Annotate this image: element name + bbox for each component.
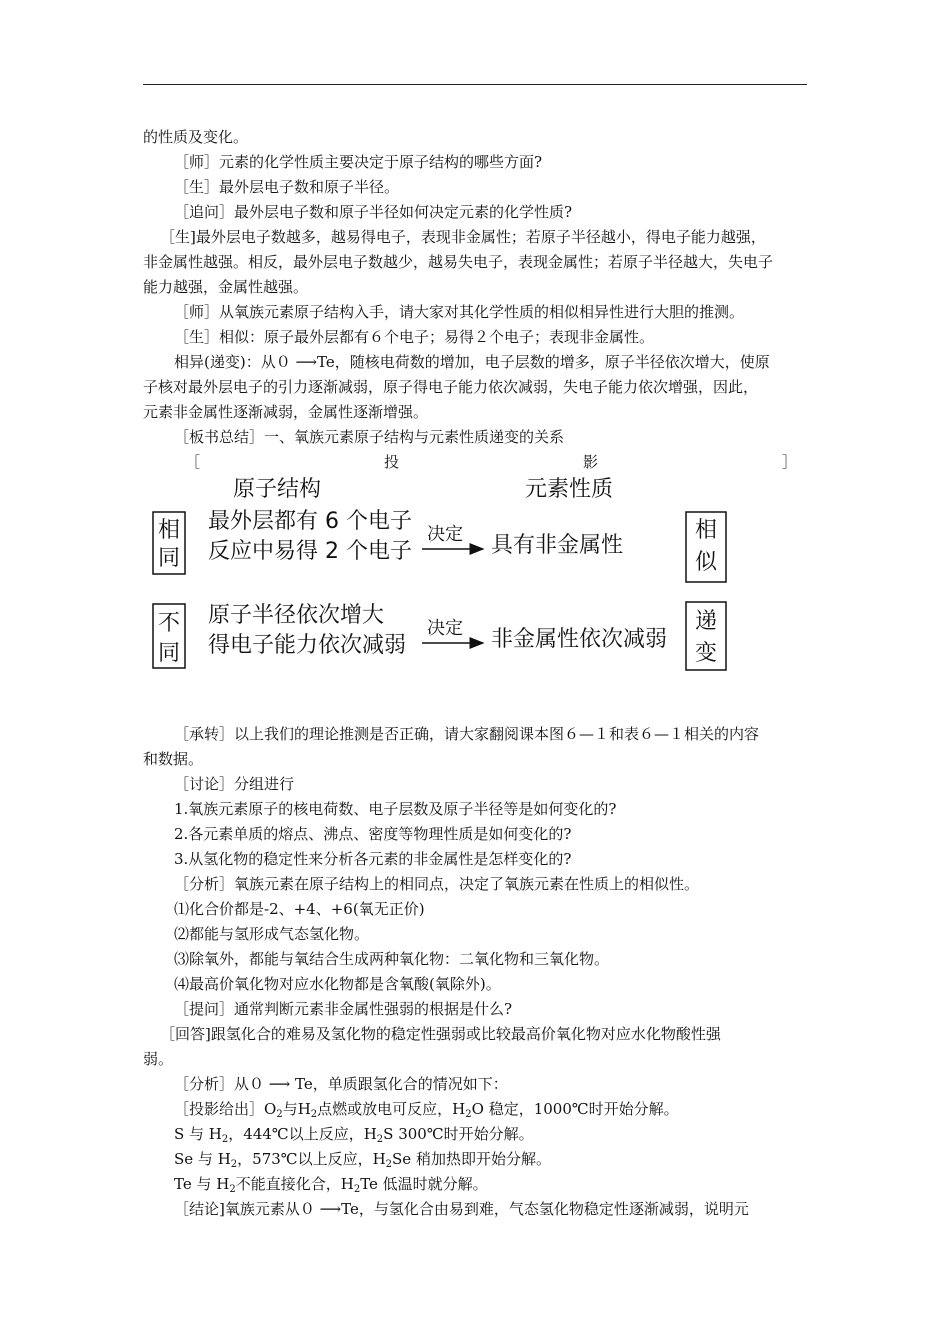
similar-box-char: 相 [695, 518, 718, 543]
row2-arrow-label: 决定 [427, 618, 463, 639]
bracket-open: ［ [185, 453, 201, 471]
text-line: ［生]最外层电子数越多，越易得电子，表现非金属性；若原子半径越小，得电子能力越强， [160, 228, 766, 246]
text-line: 子核对最外层电子的引力逐渐减弱，原子得电子能力依次减弱，失电子能力依次增强，因此， [143, 378, 759, 396]
text-line: 和数据。 [143, 750, 204, 768]
similar-box-char: 似 [695, 550, 718, 575]
projection-char: 影 [582, 453, 598, 471]
text-line: ［提问］通常判断元素非金属性强弱的根据是什么? [174, 1000, 513, 1018]
projection-char: 投 [383, 453, 399, 471]
text-line: Se 与 $H_2$，573℃以上反应，$H_2Se$ 稍加热即开始分解。 [174, 1150, 551, 1170]
text-line: ［回答]跟氢化合的难易及氢化物的稳定性强弱或比较最高价氧化物对应水化物酸性强 [160, 1025, 721, 1043]
text-line: ［讨论］分组进行 [174, 775, 295, 793]
text-line: ⑵都能与氢形成气态氢化物。 [174, 925, 370, 943]
text-line: 能力越强，金属性越强。 [143, 278, 309, 296]
text-line: ［生］最外层电子数和原子半径。 [174, 178, 400, 196]
text-line: ［生］相似：原子最外层都有６个电子；易得２个电子；表现非金属性。 [174, 328, 655, 346]
row1-line2: 反应中易得 2 个电子 [208, 539, 412, 564]
text-line: ［承转］以上我们的理论推测是否正确，请大家翻阅课本图６—１和表６—１相关的内容 [174, 725, 760, 743]
diff-box-char: 同 [158, 641, 181, 666]
text-line: 2.各元素单质的熔点、沸点、密度等物理性质是如何变化的? [174, 825, 572, 843]
text-line: 的性质及变化。 [143, 128, 249, 146]
text-line: ⑷最高价氧化物对应水化物都是含氧酸(氧除外)。 [174, 975, 501, 993]
text-line: 弱。 [143, 1050, 174, 1068]
projection-heading [185, 450, 797, 475]
header-rule [143, 84, 807, 85]
text-line: ［分析］氧族元素在原子结构上的相同点，决定了氧族元素在性质上的相似性。 [174, 875, 700, 893]
row2-line2: 得电子能力依次减弱 [208, 633, 407, 658]
text-line: S 与 $H_2$，444℃以上反应，$H_2S$ 300℃时开始分解。 [174, 1125, 534, 1145]
row1-arrow-label: 决定 [427, 524, 463, 545]
text-line: 相异(递变)：从０ ⟶Te，随核电荷数的增加，电子层数的增多，原子半径依次增大，使原 [174, 353, 770, 371]
same-box-char: 同 [158, 546, 181, 571]
right-header: 元素性质 [525, 477, 614, 502]
same-box-char: 相 [158, 518, 181, 543]
text-line: 非金属性越强。相反，最外层电子数越少，越易失电子，表现金属性；若原子半径越大，失电子 [143, 253, 774, 271]
text-line: ［投影给出$]O_2$与$H_2$点燃或放电可反应，$H_2O$ 稳定，1000℃时开始分解。 [174, 1100, 679, 1120]
text-line: 1.氧族元素原子的核电荷数、电子层数及原子半径等是如何变化的? [174, 800, 617, 818]
bracket-close: ］ [781, 453, 797, 471]
text-line: ［师］元素的化学性质主要决定于原子结构的哪些方面? [174, 153, 543, 171]
text-line: ⑴化合价都是-2、+4、+6(氧无正价) [174, 900, 425, 918]
row1-result: 具有非金属性 [491, 533, 624, 558]
change-box-char: 递 [695, 609, 718, 634]
row2-line1: 原子半径依次增大 [208, 603, 385, 628]
text-line: ［结论]氧族元素从０ ⟶Te，与氢化合由易到难，气态氢化物稳定性逐渐减弱，说明元 [174, 1200, 749, 1218]
change-box-char: 变 [695, 641, 718, 666]
structure-property-diagram [145, 474, 745, 684]
text-line: ［师］从氧族元素原子结构入手，请大家对其化学性质的相似相异性进行大胆的推测。 [174, 303, 745, 321]
text-line: Te 与 $H_2$不能直接化合，$H_2Te$ 低温时就分解。 [174, 1175, 488, 1195]
text-line: ［板书总结］一、氧族元素原子结构与元素性质递变的关系 [174, 428, 565, 446]
text-line: 3.从氢化物的稳定性来分析各元素的非金属性是怎样变化的? [174, 850, 572, 868]
text-line: ⑶除氧外，都能与氧结合生成两种氧化物：二氧化物和三氧化物。 [174, 950, 610, 968]
diff-box-char: 不 [158, 611, 181, 636]
row2-result: 非金属性依次减弱 [491, 627, 668, 652]
text-line: ［分析］从０ ⟶ Te，单质跟氢化合的情况如下： [174, 1075, 508, 1093]
text-line: ［追问］最外层电子数和原子半径如何决定元素的化学性质? [174, 203, 573, 221]
left-header: 原子结构 [233, 477, 322, 502]
text-line: 元素非金属性逐渐减弱，金属性逐渐增强。 [143, 403, 429, 421]
row1-line1: 最外层都有 6 个电子 [208, 509, 412, 534]
